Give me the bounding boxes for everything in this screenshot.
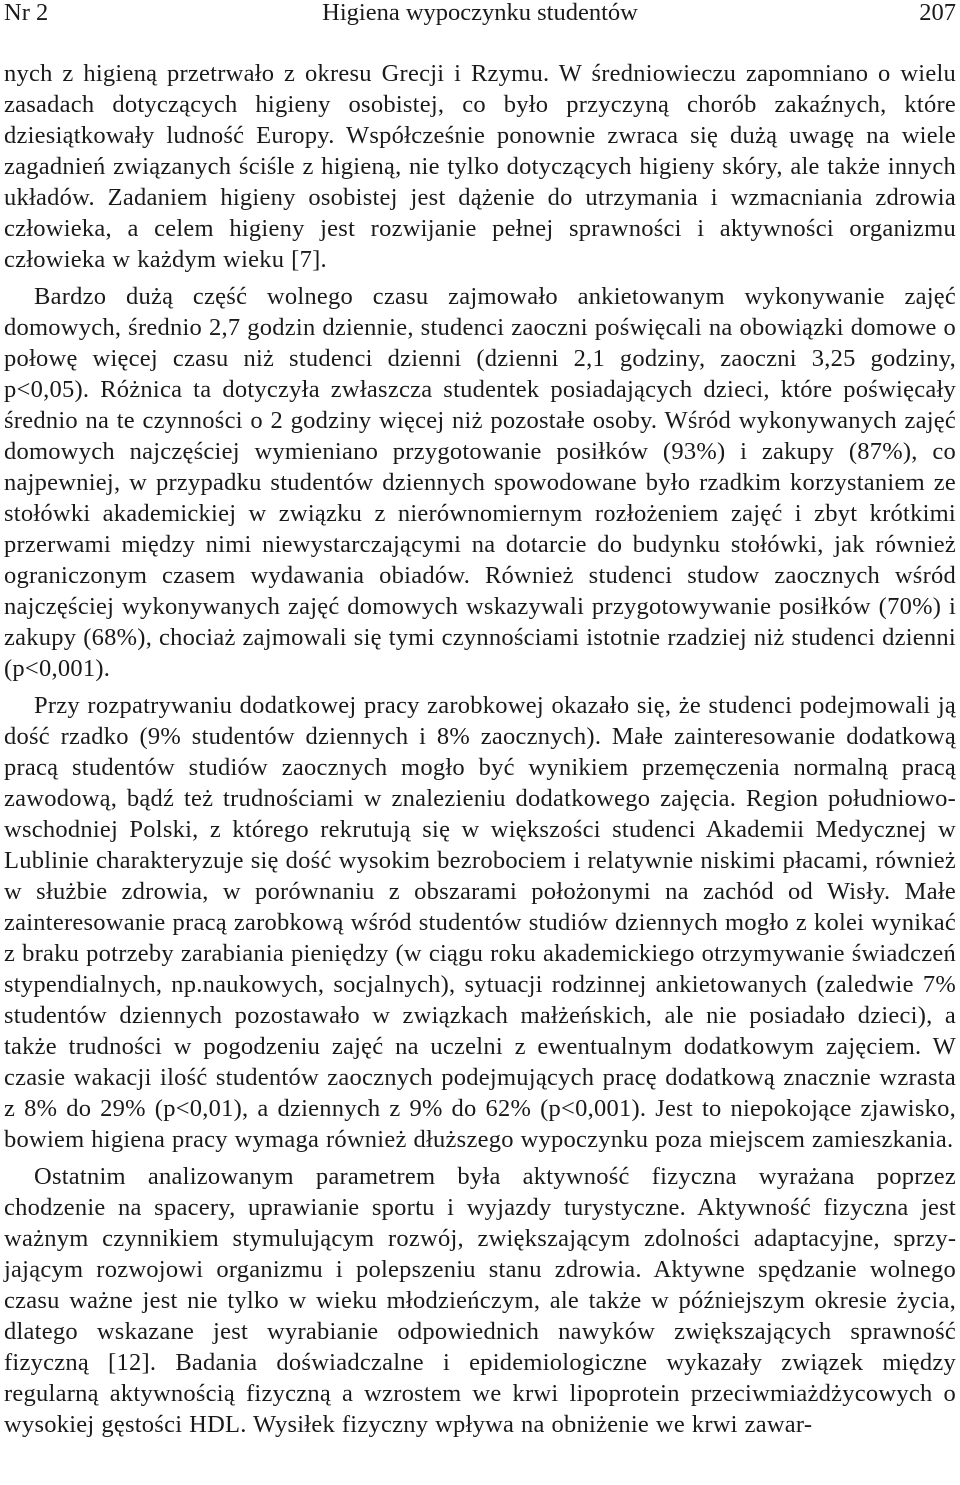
paragraph-continued: nych z higieną przetrwało z okresu Grecji i Rzymu. W średniowieczu zapomniano o wielu zasadach dotyczących higieny osobistej, co było przyczyną chorób zakaźnych, które dziesiątkowały ludność Europy. Współcześnie ponownie zwraca się dużą uwagę na wiele zagadnień związanych ściśle z higieną, nie tylko dotyczących higieny skóry, ale także innych układów. Zadaniem higieny osobistej jest dążenie do utrzymania i wzmacniania zdrowia człowieka, a celem higieny jest rozwijanie pełnej sprawności i aktywności organizmu człowieka w każdym wieku [7]. <box>4 60 956 273</box>
running-head <box>4 0 956 38</box>
page <box>4 0 956 1440</box>
paragraph-paid-work: Przy rozpatrywaniu dodatkowej pracy zarobkowej okazało się, że studenci podejmowali ją dość rzadko (9% studentów dziennych i 8% zaocznych). Małe zainteresowanie dodatkową pracą studentów studiów zaocznych mogło być wynikiem przemęczenia normalną pracą zawodową, bądź też trudnościami w znalezieniu dodatkowego zajęcia. Region południowo-wschodniej Polski, z którego rekrutują się w większości studenci Akademii Medycznej w Lublinie charakteryzuje się dość wysokim bezrobociem i relatywnie niskimi płacami, również w służbie zdrowia, w porównaniu z obszarami położonymi na zachód od Wisły. Małe zainteresowanie pracą zarobkową wśród studentów studiów dziennych mogło z kolei wynikać z braku potrzeby zarabiania pieniędzy (w ciągu roku akademickiego otrzymywanie świadczeń stypendialnych, np.naukowych, socjalnych), sytuacji rodzinnej ankietowanych (zaledwie 7% studentów dziennych pozostawało w związkach małżeńskich, ale nie posiadało dzieci), a także trudności w pogodzeniu zajęć na uczelni z ewentualnym dodatkowym zajęciem. W czasie wakacji ilość studentów zaocznych podejmujących pracę dodatkową znacznie wzrasta z 8% do 29% (p<0,01), a dziennych z 9% do 62% (p<0,001). Jest to niepokojące zjawisko, bowiem higiena pracy wymaga również dłuższego wypoczynku poza miejscem zamieszkania. <box>4 692 956 1153</box>
paragraph-household-chores: Bardzo dużą część wolnego czasu zajmowało ankietowanym wykonywanie zajęć domowych, średnio 2,7 godzin dziennie, studenci zaoczni poświęcali na obowiązki domowe o połowę więcej czasu niż studenci dzienni (dzienni 2,1 godziny, zaoczni 3,25 godziny, p<0,05). Różnica ta dotyczyła zwłaszcza studentek posiadających dzieci, które poświęcały średnio na te czynności o 2 godziny więcej niż pozostałe osoby. Wśród wykonywanych zajęć domowych najczęściej wymieniano przygotowanie posiłków (93%) i zakupy (87%), co najpewniej, w przypadku studentów dziennych spowodowane było rzadkim korzystaniem ze stołówki akademickiej w związku z nierównomiernym rozłożeniem zajęć i zbyt krótkimi przerwami między nimi niewystarczającymi na dotarcie do budynku stołówki, jak również ograniczonym czasem wydawania obiadów. Również studenci studow zaocznych wśród najczęściej wykonywanych zajęć domowych wskazywali przygotowywanie posiłków (70%) i zakupy (68%), chociaż zajmowali się tymi czynnościami istotnie rzadziej niż studenci dzienni (p<0,001). <box>4 283 956 682</box>
page-number: 207 <box>919 0 956 26</box>
journal-issue: Nr 2 <box>4 0 49 26</box>
running-title: Higiena wypoczynku studentów <box>322 0 638 26</box>
article-body <box>4 58 956 1440</box>
paragraph-physical-activity: Ostatnim analizowanym parametrem była aktywność fizyczna wyrażana poprzez chodzenie na spacery, uprawianie sportu i wyjazdy turystyczne. Aktywność fizyczna jest ważnym czynnikiem stymulującym rozwój, zwiększającym zdolności adaptacyjne, sprzyjającym rozwojowi organizmu i polepszeniu stanu zdrowia. Aktywne spędzanie wolnego czasu ważne jest nie tylko w wieku młodzieńczym, ale także w późniejszym okresie życia, dlatego wskazane jest wyrabianie odpowiednich nawyków zwiększających sprawność fizyczną [12]. Badania doświadczalne i epidemiologiczne wykazały związek między regularną aktywnością fizyczną a wzrostem we krwi lipoprotein przeciwmiażdżycowych o wysokiej gęstości HDL. Wysiłek fizyczny wpływa na obniżenie we krwi zawar- <box>4 1163 956 1438</box>
